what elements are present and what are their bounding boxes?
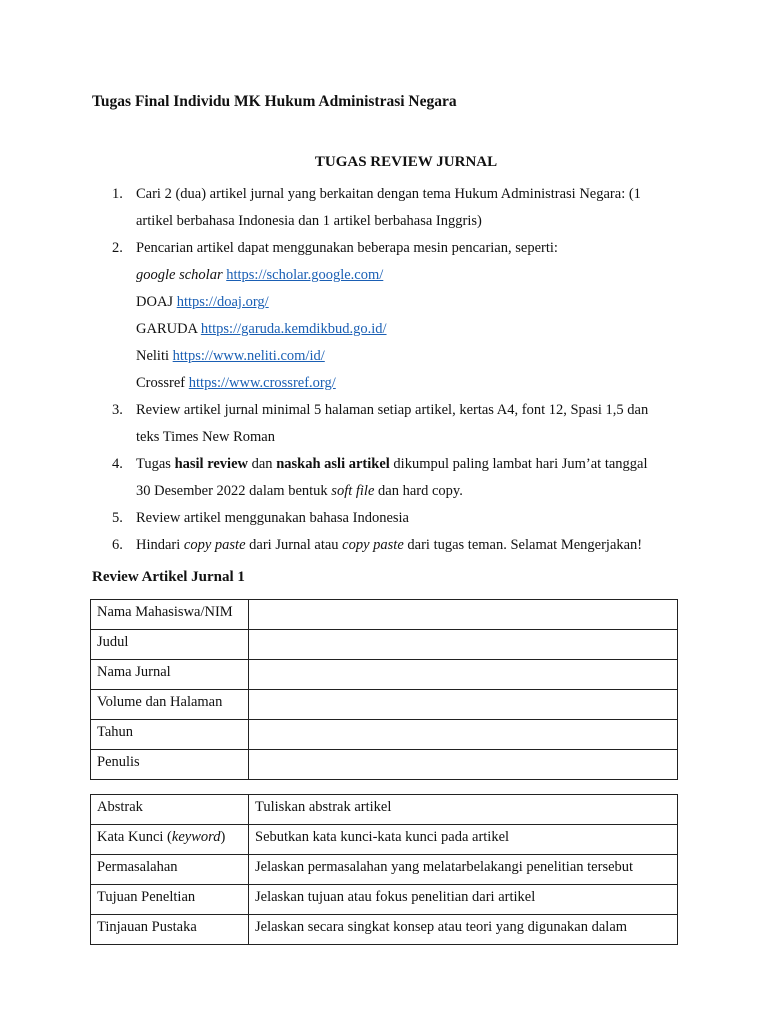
list-item — [92, 235, 682, 397]
table-cell-empty[interactable] — [249, 600, 678, 630]
table-label: Tujuan Peneltian — [91, 885, 249, 915]
table-value: Tuliskan abstrak artikel — [249, 795, 678, 825]
list-text: Cari 2 (dua) artikel jurnal yang berkaitan dengan tema Hukum Administrasi Negara: (1 — [136, 186, 641, 202]
table-row — [91, 750, 678, 780]
link-neliti[interactable]: https://www.neliti.com/id/ — [172, 348, 325, 364]
table-label: Tinjauan Pustaka — [91, 915, 249, 945]
link-google-scholar[interactable]: https://scholar.google.com/ — [226, 267, 384, 283]
table-value: Jelaskan permasalahan yang melatarbelakangi penelitian tersebut — [249, 855, 678, 885]
list-text: Review artikel jurnal minimal 5 halaman setiap artikel, kertas A4, font 12, Spasi 1,5 dan — [136, 402, 649, 418]
table-label: Nama Jurnal — [91, 660, 249, 690]
table-row — [91, 720, 678, 750]
document-title: TUGAS REVIEW JURNAL — [314, 154, 498, 170]
list-number: 2. — [112, 240, 123, 256]
list-text: artikel berbahasa Indonesia dan 1 artikel berbahasa Inggris) — [136, 213, 482, 229]
table-label: Permasalahan — [91, 855, 249, 885]
table-row — [91, 795, 678, 825]
source-crossref: Crossref https://www.crossref.org/ — [136, 375, 336, 391]
list-text: Tugas hasil review dan naskah asli artikel dikumpul paling lambat hari Jum’at tanggal — [136, 456, 648, 472]
link-crossref[interactable]: https://www.crossref.org/ — [188, 375, 336, 391]
table-label: Judul — [91, 630, 249, 660]
list-text: Pencarian artikel dapat menggunakan beberapa mesin pencarian, seperti: — [136, 240, 558, 256]
list-number: 6. — [112, 537, 123, 553]
source-google-scholar: google scholar https://scholar.google.com/ — [136, 267, 384, 283]
list-item — [92, 181, 682, 235]
review-content-table — [90, 794, 678, 945]
list-number: 5. — [112, 510, 123, 526]
list-text: Hindari copy paste dari Jurnal atau copy paste dari tugas teman. Selamat Mengerjakan! — [136, 537, 643, 553]
list-number: 1. — [112, 186, 123, 202]
table-cell-empty[interactable] — [249, 750, 678, 780]
table-label: Kata Kunci (keyword) — [91, 825, 249, 855]
list-item — [92, 451, 682, 505]
list-item — [92, 532, 682, 559]
table-cell-empty[interactable] — [249, 720, 678, 750]
list-number: 4. — [112, 456, 123, 472]
list-text: teks Times New Roman — [136, 429, 275, 445]
table-label: Nama Mahasiswa/NIM — [91, 600, 249, 630]
table-row — [91, 690, 678, 720]
table-value: Jelaskan tujuan atau fokus penelitian dari artikel — [249, 885, 678, 915]
table-label: Abstrak — [91, 795, 249, 825]
review-section-title: Review Artikel Jurnal 1 — [92, 569, 245, 585]
table-row — [91, 885, 678, 915]
table-value: Sebutkan kata kunci-kata kunci pada artikel — [249, 825, 678, 855]
table-row — [91, 600, 678, 630]
table-cell-empty[interactable] — [249, 690, 678, 720]
list-number: 3. — [112, 402, 123, 418]
table-row — [91, 915, 678, 945]
table-cell-empty[interactable] — [249, 660, 678, 690]
table-cell-empty[interactable] — [249, 630, 678, 660]
table-label: Volume dan Halaman — [91, 690, 249, 720]
source-neliti: Neliti https://www.neliti.com/id/ — [136, 348, 325, 364]
table-label: Penulis — [91, 750, 249, 780]
list-item — [92, 397, 682, 451]
table-row — [91, 660, 678, 690]
article-info-table — [90, 599, 678, 780]
table-value: Jelaskan secara singkat konsep atau teori yang digunakan dalam — [249, 915, 678, 945]
document-heading: Tugas Final Individu MK Hukum Administrasi Negara — [92, 93, 457, 110]
list-text: Review artikel menggunakan bahasa Indonesia — [136, 510, 409, 526]
table-row — [91, 630, 678, 660]
link-garuda[interactable]: https://garuda.kemdikbud.go.id/ — [200, 321, 387, 337]
task-list — [92, 181, 682, 559]
table-label: Tahun — [91, 720, 249, 750]
source-garuda: GARUDA https://garuda.kemdikbud.go.id/ — [136, 321, 387, 337]
table-row — [91, 825, 678, 855]
list-item — [92, 505, 682, 532]
source-doaj: DOAJ https://doaj.org/ — [136, 294, 269, 310]
list-text: 30 Desember 2022 dalam bentuk soft file dan hard copy. — [136, 483, 463, 499]
link-doaj[interactable]: https://doaj.org/ — [176, 294, 269, 310]
table-row — [91, 855, 678, 885]
